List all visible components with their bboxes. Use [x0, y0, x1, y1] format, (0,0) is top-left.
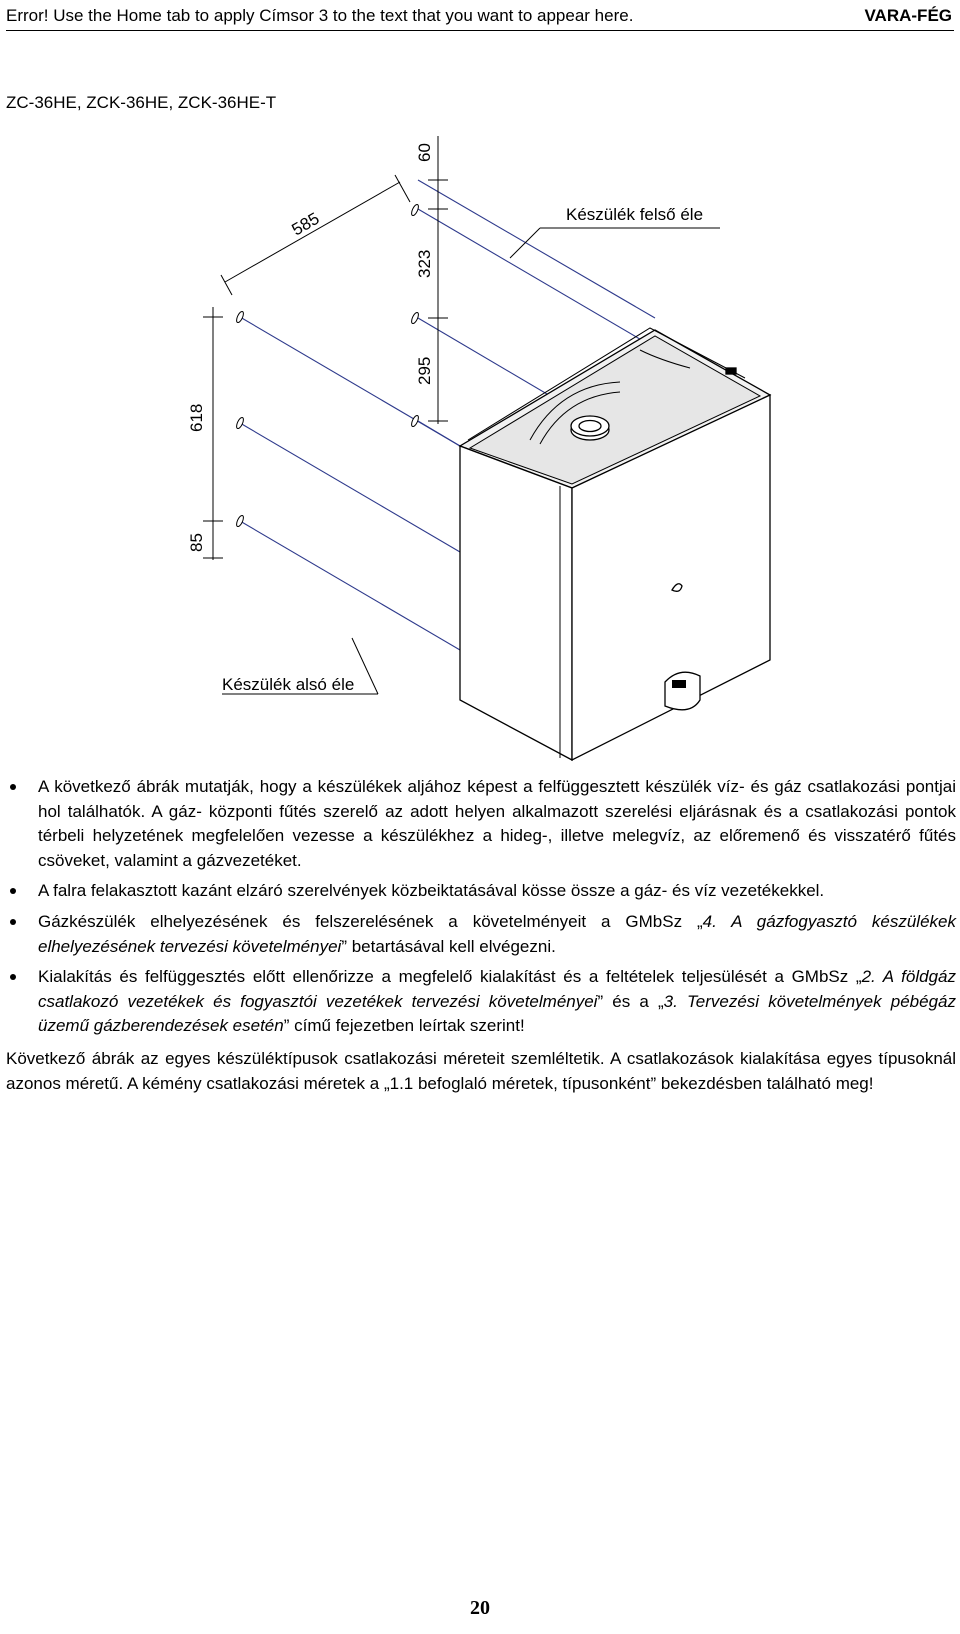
header-brand: VARA-FÉG [864, 6, 952, 25]
hook-markers [235, 204, 420, 528]
installation-dimension-drawing [0, 0, 960, 770]
label-bottom-edge: Készülék alsó éle [222, 675, 355, 694]
list-item [38, 879, 956, 904]
body-text [6, 775, 956, 1096]
dim-585: 585 [288, 208, 323, 240]
list-item [38, 775, 956, 873]
boiler-illustration [460, 328, 770, 760]
list-item [38, 965, 956, 1039]
list-item-italic: 4. A gázfogyasztó készülékek elhelyezésének tervezési követelményei [38, 911, 956, 956]
page-number: 20 [470, 1597, 490, 1619]
instruction-list [6, 775, 956, 1039]
list-item-text: A falra felakasztott kazánt elzáró szerelvények közbeiktatásával kösse össze a gáz- és víz vezetékekkel. [38, 881, 825, 901]
list-item-text: ” betartásával kell elvégezni. [341, 936, 556, 956]
dim-60: 60 [415, 143, 434, 162]
list-item-italic: 2. A földgáz csatlakozó vezetékek és fogyasztói vezetékek tervezési követelményei [38, 967, 956, 1011]
header-error-text: Error! Use the Home tab to apply Címsor 3 to the text that you want to appear here. [6, 6, 634, 25]
dim-618: 618 [187, 403, 206, 432]
list-item-text: Gázkészülék elhelyezésének és felszerelésének a követelményeit a GMbSz „ [38, 911, 703, 931]
list-item-text: A következő ábrák mutatják, hogy a készülékek aljához képest a felfüggesztett készülék víz- és gáz csatlakozási pontjai hol találhatók. A gáz- központi fűtés szerelő az adott helyen alkalmazott szerelési eljárásnak és a csatlakozási pontok térbeli helyzetének megfelelően vezesse a készülékhez a hideg-, illetve melegvíz, az előremenő és visszatérő fűtés csöveket, valamint a gázvezetéket. [38, 777, 956, 870]
list-item-text: ” című fejezetben leírtak szerint! [283, 1016, 525, 1036]
label-top-edge: Készülék felső éle [566, 205, 704, 224]
dim-295: 295 [415, 356, 434, 385]
dim-323: 323 [415, 249, 434, 278]
list-item-text: Kialakítás és felfüggesztés előtt ellenőrizze a megfelelő kialakítást és a feltételek teljesülését a GMbSz „ [38, 967, 862, 987]
list-item [38, 910, 956, 959]
model-title: ZC-36HE, ZCK-36HE, ZCK-36HE-T [6, 93, 277, 112]
list-item-text: ” és a „ [597, 991, 664, 1011]
summary-paragraph: Következő ábrák az egyes készüléktípusok csatlakozási méreteit szemléltetik. A csatlakozások kialakítása egyes típusoknál azonos méretű. A kémény csatlakozási méretek a „1.1 befoglaló méretek, típusonként” bekezdésben található meg! [6, 1048, 956, 1093]
dim-85: 85 [187, 533, 206, 552]
list-item-italic: 3. Tervezési követelmények pébégáz üzemű gázberendezések esetén [38, 991, 956, 1036]
